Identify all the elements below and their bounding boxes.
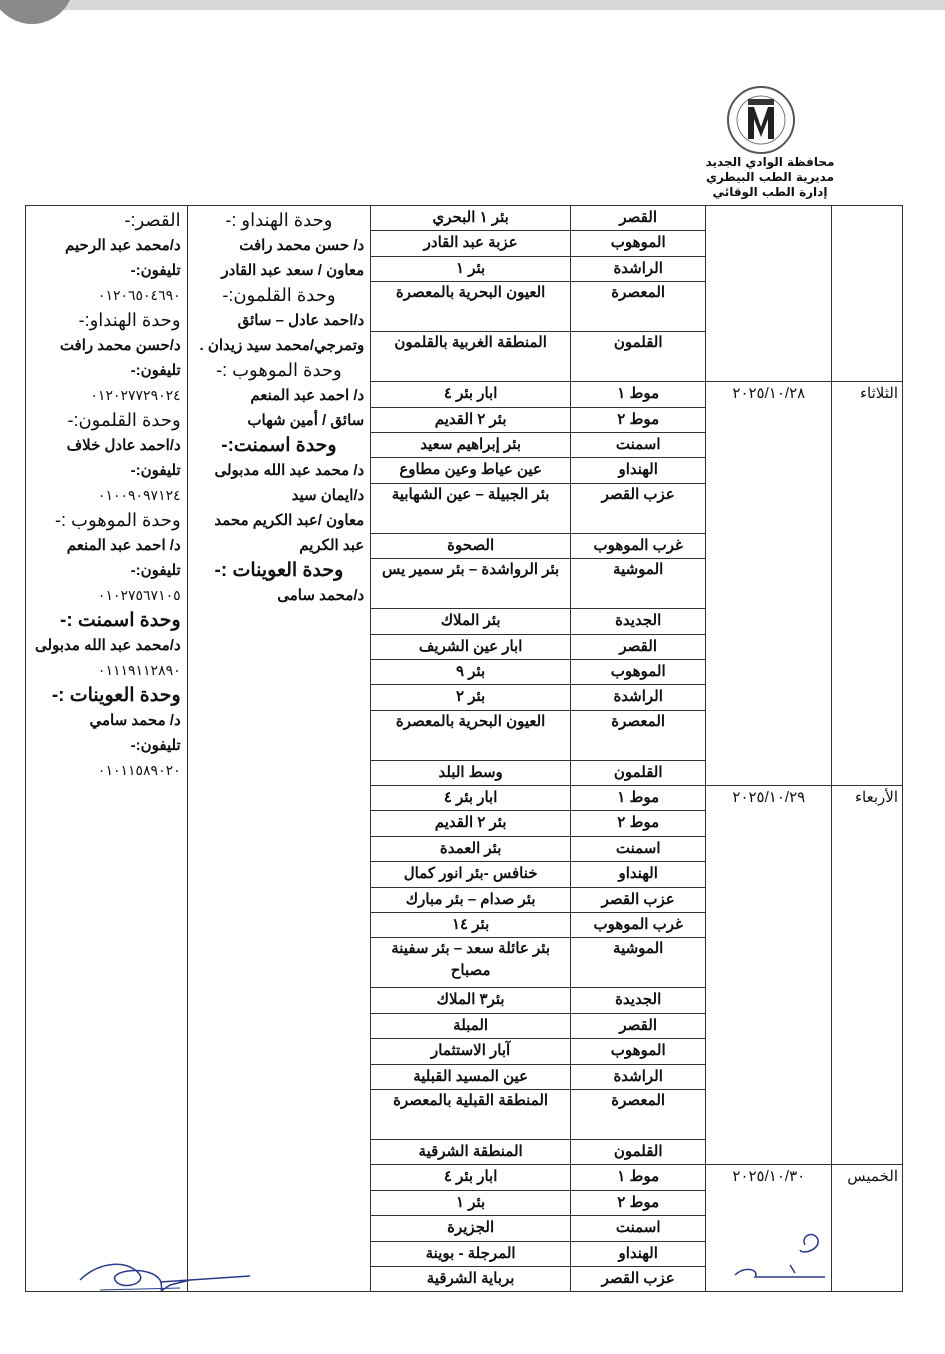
unit-staff-line: معاون /عبد الكريم محمد عبد الكريم — [214, 512, 365, 554]
village-cell: موط ١ — [571, 786, 706, 811]
day-cell — [832, 206, 903, 382]
header-text — [690, 155, 850, 200]
top-bar — [0, 0, 945, 10]
contact-phone: ٠١٠٢٧٥٦٧١٠٥ — [97, 587, 181, 603]
contact-line: تليفون:- — [130, 562, 181, 579]
unit-staff-line: د/ايمان سيد — [291, 487, 365, 504]
village-cell: الموهوب — [571, 231, 706, 256]
village-cell: الجديدة — [571, 988, 706, 1013]
location-cell: العيون البحرية بالمعصرة — [371, 710, 571, 760]
contact-title: القصر:- — [124, 210, 181, 230]
header-directorate: مديرية الطب البيطري — [705, 170, 835, 184]
header-governorate: محافظة الوادي الجديد — [705, 155, 835, 169]
village-cell: الراشدة — [571, 1064, 706, 1089]
unit-title: وحدة العوينات :- — [214, 560, 344, 581]
location-cell: بئر عائلة سعد – بئر سفينة مصباح — [371, 938, 571, 988]
village-cell: موط ٢ — [571, 407, 706, 432]
contact-phone: ٠١٢٠٦٥٠٤٦٩٠ — [97, 287, 181, 303]
contact-line: د/ محمد سامي — [89, 712, 181, 729]
village-cell: اسمنت — [571, 432, 706, 457]
unit-title: وحدة القلمون:- — [222, 285, 336, 305]
location-cell: المنطقة القبلية بالمعصرة — [371, 1089, 571, 1139]
unit-staff-line: د/ محمد عبد الله مدبولى — [214, 462, 365, 479]
location-cell: الجزيرة — [371, 1216, 571, 1241]
village-cell: اسمنت — [571, 836, 706, 861]
location-cell: بئر ١ — [371, 1190, 571, 1215]
contact-line: د/محمد عبد الرحيم — [65, 237, 181, 254]
unit-staff-line: د/محمد سامى — [277, 587, 365, 604]
contact-line: تليفون:- — [130, 362, 181, 379]
signature-right-icon — [730, 1225, 830, 1295]
village-cell: الهنداو — [571, 1241, 706, 1266]
village-cell: الراشدة — [571, 256, 706, 281]
location-cell: عزبة عبد القادر — [371, 231, 571, 256]
date-cell: ٢٠٢٥/١٠/٢٩ — [706, 786, 832, 1165]
contact-line: تليفون:- — [130, 462, 181, 479]
location-cell: خنافس -بئر انور كمال — [371, 862, 571, 887]
contact-phone: ٠١١١٩١١٢٨٩٠ — [97, 662, 181, 678]
contact-title: وحدة الموهوب :- — [55, 510, 181, 530]
unit-staff-line: د/ احمد عبد المنعم — [250, 387, 365, 404]
location-cell: ابار بئر ٤ — [371, 786, 571, 811]
location-cell: بئر الملاك — [371, 609, 571, 634]
signature-left-icon — [60, 1240, 260, 1310]
village-cell: غرب الموهوب — [571, 913, 706, 938]
location-cell: وسط البلد — [371, 760, 571, 785]
location-cell: آبار الاستثمار — [371, 1039, 571, 1064]
village-cell: موط ٢ — [571, 1190, 706, 1215]
location-cell: بئر ١٤ — [371, 913, 571, 938]
contacts-cell — [26, 206, 188, 1292]
contact-title: وحدة القلمون:- — [67, 410, 181, 430]
unit-staff-line: د/احمد عادل – سائق وتمرجي/محمد سيد زيدان . — [199, 312, 365, 354]
directorate-logo-icon — [726, 85, 796, 155]
unit-title: وحدة اسمنت:- — [221, 435, 337, 456]
location-cell: المبلة — [371, 1013, 571, 1038]
village-cell: موط ١ — [571, 1165, 706, 1190]
village-cell: القلمون — [571, 332, 706, 382]
location-cell: بئر ١ — [371, 256, 571, 281]
village-cell: المعصرة — [571, 710, 706, 760]
day-cell: الخميس — [832, 1165, 903, 1292]
village-cell: الموشية — [571, 938, 706, 988]
contact-line: تليفون:- — [130, 262, 181, 279]
header-department: إدارة الطب الوقائي — [712, 185, 828, 199]
location-cell: بئر ٢ — [371, 685, 571, 710]
location-cell: بئر ٢ القديم — [371, 811, 571, 836]
location-cell: عين المسيد القبلية — [371, 1064, 571, 1089]
contact-phone: ٠١٠٠٩٠٩٧١٢٤ — [97, 487, 181, 503]
village-cell: الجديدة — [571, 609, 706, 634]
village-cell: القصر — [571, 634, 706, 659]
location-cell: بئر٣ الملاك — [371, 988, 571, 1013]
location-cell: ابار بئر ٤ — [371, 1165, 571, 1190]
location-cell: بئر صدام – بئر مبارك — [371, 887, 571, 912]
location-cell: بئر ٢ القديم — [371, 407, 571, 432]
village-cell: الموشية — [571, 559, 706, 609]
contact-line: د/حسن محمد رافت — [59, 337, 181, 354]
location-cell: العيون البحرية بالمعصرة — [371, 282, 571, 332]
date-cell — [706, 206, 832, 382]
village-cell: القلمون — [571, 1139, 706, 1164]
contact-line: تليفون:- — [130, 737, 181, 754]
village-cell: المعصرة — [571, 1089, 706, 1139]
contact-line: د/احمد عادل خلاف — [66, 437, 181, 454]
village-cell: عزب القصر — [571, 483, 706, 533]
units-cell — [187, 206, 371, 1292]
village-cell: موط ١ — [571, 382, 706, 407]
location-cell: ابار بئر ٤ — [371, 382, 571, 407]
location-cell: برباية الشرقية — [371, 1266, 571, 1291]
village-cell: اسمنت — [571, 1216, 706, 1241]
location-cell: عين عياط وعين مطاوع — [371, 458, 571, 483]
unit-staff-line: د/ حسن محمد رافت — [239, 237, 365, 254]
village-cell: عزب القصر — [571, 1266, 706, 1291]
village-cell: القصر — [571, 1013, 706, 1038]
village-cell: غرب الموهوب — [571, 533, 706, 558]
contact-title: وحدة الهنداو:- — [78, 310, 181, 330]
village-cell: الموهوب — [571, 659, 706, 684]
location-cell: الصحوة — [371, 533, 571, 558]
day-cell: الأربعاء — [832, 786, 903, 1165]
unit-title: وحدة الهنداو :- — [225, 210, 333, 230]
location-cell: المنطقة الغربية بالقلمون — [371, 332, 571, 382]
unit-staff-line: معاون / سعد عبد القادر — [221, 262, 365, 279]
village-cell: الموهوب — [571, 1039, 706, 1064]
corner-overlay — [0, 0, 74, 24]
unit-title: وحدة الموهوب :- — [216, 360, 342, 380]
location-cell: بئر العمدة — [371, 836, 571, 861]
village-cell: الهنداو — [571, 458, 706, 483]
village-cell: القصر — [571, 206, 706, 231]
village-cell: المعصرة — [571, 282, 706, 332]
village-cell: الهنداو — [571, 862, 706, 887]
table-row — [26, 206, 903, 231]
contact-line: د/ احمد عبد المنعم — [66, 537, 181, 554]
village-cell: موط ٢ — [571, 811, 706, 836]
location-cell: بئر ٩ — [371, 659, 571, 684]
location-cell: ابار عين الشريف — [371, 634, 571, 659]
village-cell: عزب القصر — [571, 887, 706, 912]
contact-phone: ٠١٠١١٥٨٩٠٢٠ — [97, 762, 181, 778]
location-cell: بئر الجبيلة – عين الشهابية — [371, 483, 571, 533]
location-cell: المرجلة - بوينة — [371, 1241, 571, 1266]
location-cell: بئر الرواشدة – بئر سمير يس — [371, 559, 571, 609]
schedule-table — [25, 205, 903, 1292]
contact-title: وحدة اسمنت :- — [60, 610, 181, 631]
contact-phone: ٠١٢٠٢٧٧٢٩٠٢٤ — [90, 387, 181, 403]
day-cell: الثلاثاء — [832, 382, 903, 786]
date-cell: ٢٠٢٥/١٠/٣٠ — [706, 1165, 832, 1292]
location-cell: بئر ١ البحري — [371, 206, 571, 231]
village-cell: الراشدة — [571, 685, 706, 710]
village-cell: القلمون — [571, 760, 706, 785]
contact-title: وحدة العوينات :- — [51, 685, 181, 706]
unit-staff-line: سائق / أمين شهاب — [247, 412, 365, 429]
date-cell: ٢٠٢٥/١٠/٢٨ — [706, 382, 832, 786]
contact-line: د/محمد عبد الله مدبولى — [35, 637, 181, 654]
location-cell: بئر إبراهيم سعيد — [371, 432, 571, 457]
location-cell: المنطقة الشرقية — [371, 1139, 571, 1164]
